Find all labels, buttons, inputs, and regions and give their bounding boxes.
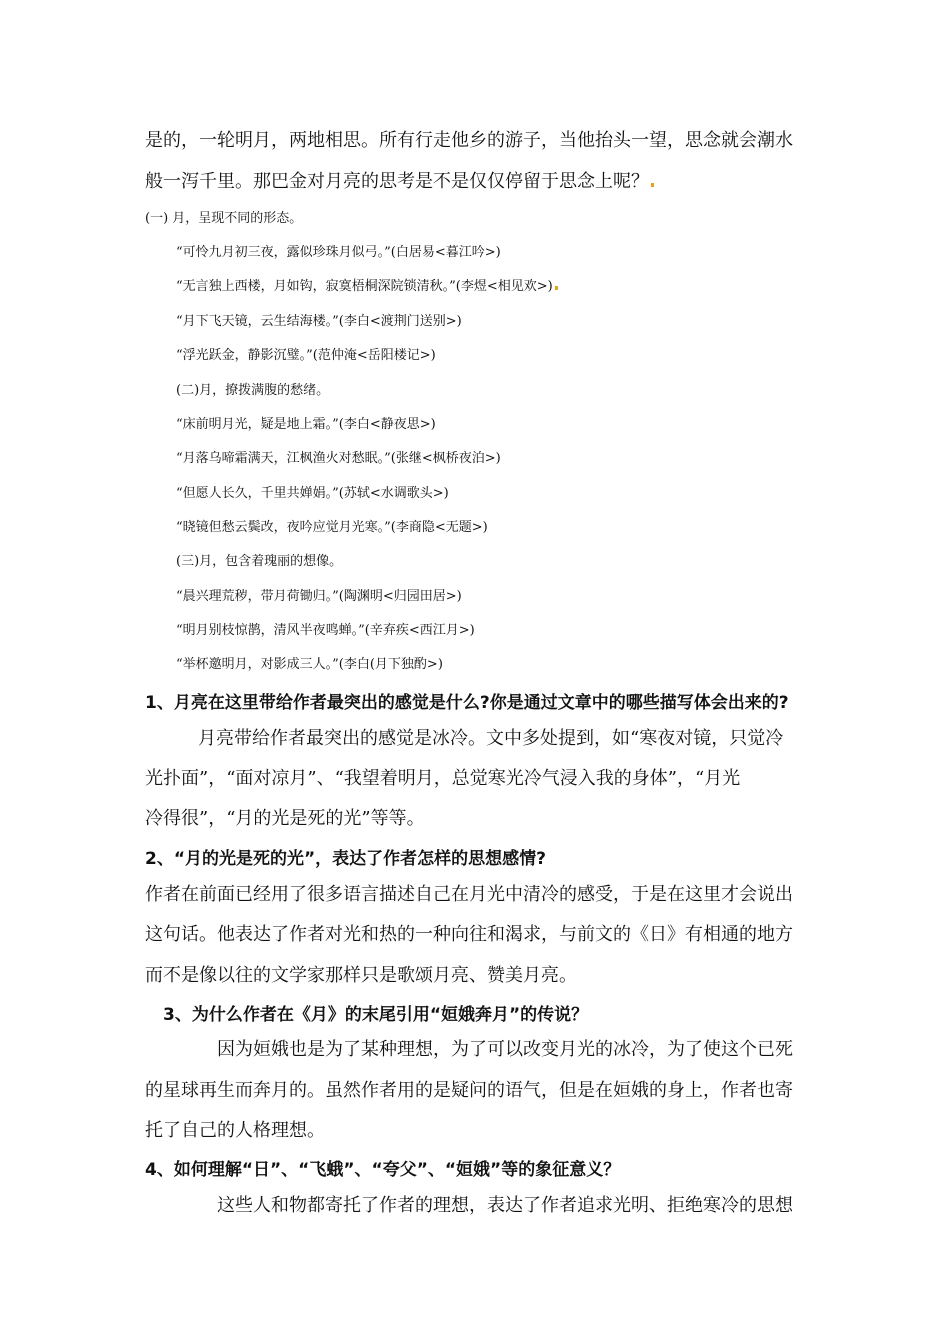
answer-line: 作者在前面已经用了很多语言描述自己在月光中清冷的感受，于是在这里才会说出 <box>145 884 793 905</box>
quote-line: “晨兴理荒秽，带月荷锄归。”(陶渊明<归园田居>) <box>176 589 462 604</box>
answer-line: 这句话。他表达了作者对光和热的一种向往和渴求，与前文的《日》有相通的地方 <box>145 924 793 945</box>
answer-line: 托了自己的人格理想。 <box>145 1120 325 1141</box>
question-3: 3、为什么作者在《月》的末尾引用“姮娥奔月”的传说？ <box>163 1005 589 1025</box>
answer-line: 因为姮娥也是为了某种理想，为了可以改变月光的冰冷，为了使这个已死 <box>217 1039 793 1060</box>
section-1-heading: (一) 月，呈现不同的形态。 <box>145 211 303 226</box>
highlight-mark <box>651 183 654 187</box>
intro-line-2: 般一泻千里。那巴金对月亮的思考是不是仅仅停留于思念上呢？ <box>145 167 654 193</box>
quote-line: “可怜九月初三夜，露似珍珠月似弓。”(白居易<暮江吟>) <box>176 245 501 260</box>
answer-line: 光扑面”，“面对凉月”、“我望着明月，总觉寒光冷气浸入我的身体”，“月光 <box>145 768 741 789</box>
answer-line: 的星球再生而奔月的。虽然作者用的是疑问的语气，但是在姮娥的身上，作者也寄 <box>145 1080 793 1101</box>
quote-line: “月落乌啼霜满天，江枫渔火对愁眠。”(张继<枫桥夜泊>) <box>176 451 501 466</box>
quote-line: “浮光跃金，静影沉璧。”(范仲淹<岳阳楼记>) <box>176 348 436 363</box>
question-1: 1、月亮在这里带给作者最突出的感觉是什么?你是通过文章中的哪些描写体会出来的? <box>145 693 789 713</box>
highlight-mark <box>555 286 558 290</box>
quote-line: “明月别枝惊鹊，清风半夜鸣蝉。”(辛弃疾<西江月>) <box>176 623 475 638</box>
question-4: 4、如何理解“日”、“飞蛾”、“夸父”、“姮娥”等的象征意义？ <box>145 1160 621 1180</box>
section-3-heading: (三)月，包含着瑰丽的想像。 <box>176 554 343 569</box>
answer-line: 冷得很”，“月的光是死的光”等等。 <box>145 808 425 829</box>
question-2: 2、“月的光是死的光”，表达了作者怎样的思想感情? <box>145 849 547 869</box>
quote-line: “床前明月光，疑是地上霜。”(李白<静夜思>) <box>176 417 436 432</box>
quote-line: “无言独上西楼，月如钩，寂寞梧桐深院锁清秋。”(李煜<相见欢>) <box>176 275 558 294</box>
quote-line: “举杯邀明月，对影成三人。”(李白(月下独酌>) <box>176 657 443 672</box>
section-2-heading: (二)月，撩拨满腹的愁绪。 <box>176 383 330 398</box>
quote-line: “晓镜但愁云鬓改，夜吟应觉月光寒。”(李商隐<无题>) <box>176 520 488 535</box>
intro-line-1: 是的，一轮明月，两地相思。所有行走他乡的游子，当他抬头一望，思念就会潮水 <box>145 130 793 151</box>
quote-line: “月下飞天镜，云生结海楼。”(李白<渡荆门送别>) <box>176 314 462 329</box>
answer-line: 月亮带给作者最突出的感觉是冰冷。文中多处提到，如“寒夜对镜，只觉冷 <box>198 728 784 749</box>
answer-line: 而不是像以往的文学家那样只是歌颂月亮、赞美月亮。 <box>145 965 577 986</box>
quote-line: “但愿人长久，千里共婵娟。”(苏轼<水调歌头>) <box>176 486 449 501</box>
answer-line: 这些人和物都寄托了作者的理想，表达了作者追求光明、拒绝寒冷的思想 <box>217 1195 793 1216</box>
